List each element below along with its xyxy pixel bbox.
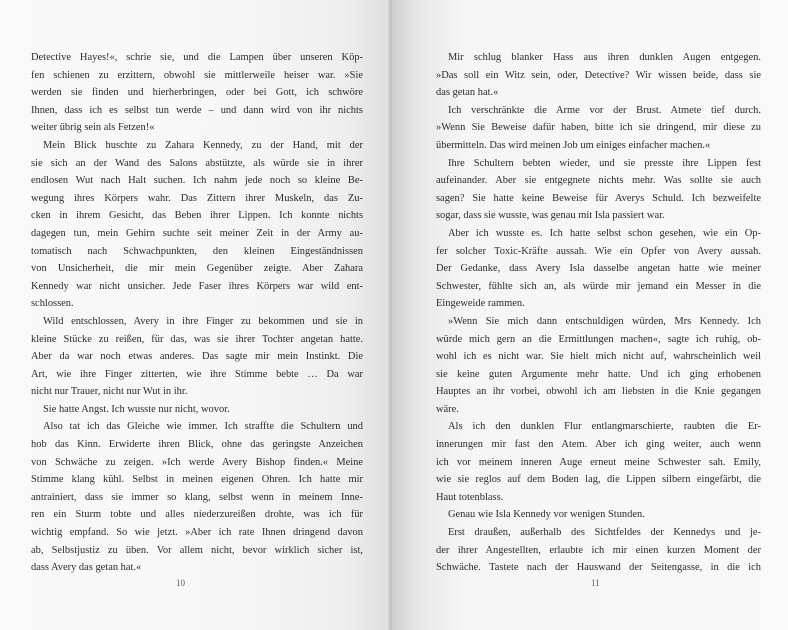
text-line: sagen? Sie hatte keine Beweise für Averys Schuld. Ich bezweifelte <box>436 192 761 204</box>
text-line: ab, Selbstjustiz zu üben. Vor allem nicht, bevor wirklich sicher ist, <box>31 544 363 556</box>
text-line: wäre. <box>436 403 459 415</box>
text-line: weiter übrig sein als Fetzen!« <box>31 122 155 134</box>
text-line: der ihrer Angestellten, erlaubte ich mir einen kurzen Moment der <box>436 544 761 556</box>
text-line: wichtig empfand. So wie jetzt. »Aber ich rate Ihnen dringend davon <box>31 527 363 539</box>
text-line: Art, wie ihre Finger zitterten, wie ihre Stimme bebte … Da war <box>31 368 363 380</box>
right-page-text <box>436 49 761 577</box>
text-line: sogar, dass sie wusste, was genau mit Isla passiert war. <box>436 210 665 222</box>
text-line: Ihnen, dass ich es selbst tun werde – und dann wird von ihr nichts <box>31 104 363 116</box>
text-line: Der Gedanke, dass Avery Isla dasselbe angetan hatte wie meiner <box>436 263 761 275</box>
left-page-text <box>31 49 363 577</box>
text-line: Sie hatte Angst. Ich wusste nur nicht, wovor. <box>43 403 230 415</box>
text-line: ich vor meinem inneren Auge erneut meine Schwester sah. Emily, <box>436 456 761 468</box>
right-page-number: 11 <box>591 578 600 588</box>
text-line: von Schwäche zu zeigen. »Ich werde Avery Bishop finden.« Meine <box>31 456 363 468</box>
text-line: Mein Blick huschte zu Zahara Kennedy, zu der Hand, mit der <box>43 139 363 151</box>
text-line: wohl ich es nicht war. Sie hielt mich nicht auf, wahrscheinlich weil <box>436 351 761 363</box>
text-line: Mir schlug blanker Hass aus ihren dunklen Augen entgegen. <box>448 52 761 63</box>
text-line: »Wenn Sie mich dann entschuldigen würden, Mrs Kennedy. Ich <box>448 315 761 327</box>
text-line: hob das Kinn. Erwiderte ihren Blick, ohne das geringste Anzeichen <box>31 439 363 451</box>
text-line: würde mich gern an die Ermittlungen machen«, sagte ich ruhig, ob- <box>436 333 761 345</box>
text-line: Genau wie Isla Kennedy vor wenigen Stunden. <box>448 509 645 521</box>
text-line: Als ich den dunklen Flur entlangmarschierte, raubten die Er- <box>448 421 761 433</box>
text-line: sie keine guten Argumente mehr hatte. Und ich ging erhobenen <box>436 368 761 380</box>
text-line: Detective Hayes!«, schrie sie, und die Lampen über unseren Köp- <box>31 52 363 63</box>
text-line: Stimme klang kühl. Selbst in meinen eigenen Ohren. Ich hatte mir <box>31 474 363 486</box>
text-line: fen schienen zu erzittern, obwohl sie mittlerweile heiser war. »Sie <box>31 69 363 81</box>
text-line: Schwäche. Tastete nach der Hauswand der Seitengasse, in die ich <box>436 562 761 574</box>
text-line: übermitteln. Das wird meinen Job um einiges einfacher machen.« <box>436 139 711 151</box>
text-line: kleine Stücke zu reißen, für das, was sie ihrer Tochter angetan hatte. <box>31 333 363 345</box>
text-line: innerungen mir fast den Atem. Aber ich ging weiter, auch wenn <box>436 439 761 451</box>
text-line: antrainiert, dass sie immer so klang, selbst wenn in meinem Inne- <box>31 491 363 503</box>
text-line: tomatisch nach Schwachpunkten, den kleinen Eingeständnissen <box>31 245 363 257</box>
text-line: Hauptes an ihr vorbei, obwohl ich am liebsten in die Knie gegangen <box>436 386 761 398</box>
text-line: werden sie finden und hierherbringen, oder bei Gott, ich schwöre <box>31 87 363 99</box>
text-line: aufeinander. Aber sie entgegnete nichts mehr. Was sollte sie auch <box>436 175 761 187</box>
text-line: Ich verschränkte die Arme vor der Brust. Atmete tief durch. <box>448 104 761 116</box>
text-line: endlosen Wut nach Halt suchen. Ich nahm jede noch so kleine Be- <box>31 175 363 187</box>
text-line: Eingeweide rammen. <box>436 298 525 310</box>
text-line: Ihre Schultern bebten wieder, und sie presste ihre Lippen fest <box>448 157 761 169</box>
text-line: fer solcher Toxic-Kräfte aussah. Wie ein Opfer von Avery aussah. <box>436 245 761 257</box>
text-line: Aber da war noch etwas anderes. Das sagte mir mein Instinkt. Die <box>31 351 363 363</box>
text-line: dagegen tun, mein Gehirn suchte seit meiner Zeit in der Army au- <box>31 227 363 239</box>
text-line: Wild entschlossen, Avery in ihre Finger zu bekommen und sie in <box>43 315 363 327</box>
text-line: Schwester, fühlte sich an, als würde mir jemand ein Messer in die <box>436 280 761 292</box>
text-line: »Wenn Sie Beweise dafür haben, bitte ich sie dringend, mir diese zu <box>436 122 761 134</box>
text-line: Kennedy war nicht unsicher. Jede Faser ihres Körpers war wild ent- <box>31 280 363 292</box>
text-line: »Das soll ein Witz sein, oder, Detective? Wir wissen beide, dass sie <box>436 69 761 81</box>
right-page <box>392 0 788 630</box>
text-line: nicht nur Trauer, nicht nur Wut in ihr. <box>31 386 188 398</box>
text-line: wegung ihres Körpers wahr. Das Zittern ihrer Muskeln, das Zu- <box>31 192 363 204</box>
text-line: Also tat ich das Gleiche wie immer. Ich straffte die Schultern und <box>43 421 363 433</box>
text-line: Erst draußen, außerhalb des Sichtfeldes der Kennedys und je- <box>448 527 761 539</box>
text-line: dass Avery das getan hat.« <box>31 562 142 574</box>
text-line: ren ein Sturm tobte und alles niederzureißen drohte, was ich für <box>31 509 363 521</box>
text-line: schlossen. <box>31 298 74 310</box>
text-line: das getan hat.« <box>436 87 499 99</box>
text-line: sie sich an der Wand des Salons abstützte, als würde sie in ihrer <box>31 157 363 169</box>
left-page-number: 10 <box>176 578 185 588</box>
text-line: wie sie reglos auf dem Boden lag, die Lippen silbern eingefärbt, die <box>436 474 761 486</box>
text-line: Haut totenblass. <box>436 491 504 503</box>
text-line: Aber ich wusste es. Ich hatte selbst schon gesehen, wie ein Op- <box>448 227 761 239</box>
left-page <box>0 0 392 630</box>
text-line: cken in ihrem Gesicht, das Beben ihrer Lippen. Ich konnte nichts <box>31 210 363 222</box>
text-line: von Unsicherheit, die mir mein Gegenüber zeigte. Aber Zahara <box>31 263 363 275</box>
